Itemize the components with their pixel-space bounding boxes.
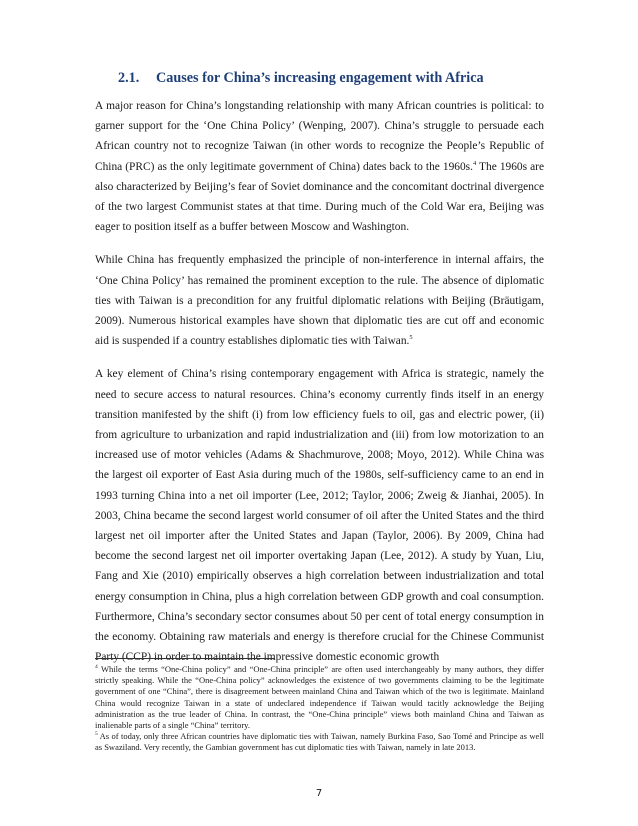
section-number: 2.1. <box>118 70 140 86</box>
footnote-4-mark: 4 <box>95 664 98 671</box>
footnote-ref-4[interactable]: 4 <box>472 159 477 167</box>
footnotes <box>95 664 544 754</box>
section-title: Causes for China’s increasing engagement with Africa <box>156 70 484 86</box>
section-heading <box>118 70 598 87</box>
body-text <box>95 96 544 680</box>
page-number: 7 <box>315 788 323 799</box>
paragraph-2-text: While China has frequently emphasized the principle of non-interference in internal affairs, the ‘One China Policy’ has remained the prominent exception to the rule. The absence of diplomatic ties with Taiwan is a precondition for any fruitful diplomatic relations with Beijing (Bräutigam, 2009). Numerous historical examples have shown that diplomatic ties are cut off and economic aid is suspended if a country establishes diplomatic ties with Taiwan. <box>95 254 544 348</box>
paragraph-1-text-a: A major reason for China’s longstanding relationship with many African countries is political: to garner support for the ‘One China Policy’ (Wenping, 2007). China’s struggle to persuade each African country not to recognize Taiwan (in other words to recognize the People’s Republic of China (PRC) as the only legitimate government of China) dates back to the 1960s. <box>95 100 544 173</box>
footnote-5 <box>95 731 544 753</box>
paragraph-1-text-b: The 1960s are also characterized by Beijing’s fear of Soviet dominance and the concomitant doctrinal divergence of the two largest Communist states at that time. During much of the Cold War era, Beijing was eager to position itself as a buffer between Moscow and Washington. <box>95 160 545 234</box>
footnote-4-text: While the terms “One-China policy” and “One-China principle” are often used interchangeably by many authors, they differ strictly speaking. While the “One-China policy” acknowledges the existence of two governments claiming to be the legitimate government of one “China”, there is disagreement between mainland China and Taiwan which of the two is legitimate. Mainland China would recognize Taiwan in a state of undeclared independence if Taiwan would tacitly acknowledge the Beijing administration as the true leader of China. In contrast, the “One-China principle” views both mainland China and Taiwan as inalienable parts of a single “China” territory. <box>95 664 544 731</box>
footnote-ref-5[interactable]: 5 <box>409 334 413 342</box>
paragraph-2 <box>95 250 544 351</box>
paragraph-1 <box>95 96 544 237</box>
paragraph-3: A key element of China’s rising contemporary engagement with Africa is strategic, namely the need to secure access to natural resources. China’s economy currently finds itself in an energy transition manifested by the shift (i) from low efficiency fuels to oil, gas and electric power, (ii) from agriculture to urbanization and rapid industrialization and (iii) from low motorization to an increased use of motor vehicles (Adams & Shachmurove, 2008; Moyo, 2012). While China was the largest oil exporter of East Asia during much of the 1980s, self-sufficiency came to an end in 1993 turning China into a net oil importer (Lee, 2012; Taylor, 2006; Zweig & Jianhai, 2005). In 2003, China became the second largest world consumer of oil after the United States and the third largest net oil importer after the United States and Japan (Taylor, 2006). By 2009, China had become the second largest net oil importer overtaking Japan (Lee, 2012). A study by Yuan, Liu, Fang and Xie (2010) empirically observes a high correlation between industrialization and total energy consumption in China, plus a high correlation between GDP growth and coal consumption. Furthermore, China’s secondary sector consumes about 50 per cent of total energy consumption in the economy. Obtaining raw materials and energy is therefore crucial for the Chinese Communist Party (CCP) in order to maintain the impressive domestic economic growth <box>95 368 544 664</box>
footnote-5-mark: 5 <box>95 731 98 738</box>
footnote-5-text: As of today, only three African countries have diplomatic ties with Taiwan, namely Burkina Faso, Sao Tomé and Principe as well as Swaziland. Very recently, the Gambian government has cut diplomatic ties with Taiwan, namely in late 2013. <box>95 731 544 753</box>
footnote-separator <box>95 658 275 659</box>
footnote-4 <box>95 664 544 731</box>
